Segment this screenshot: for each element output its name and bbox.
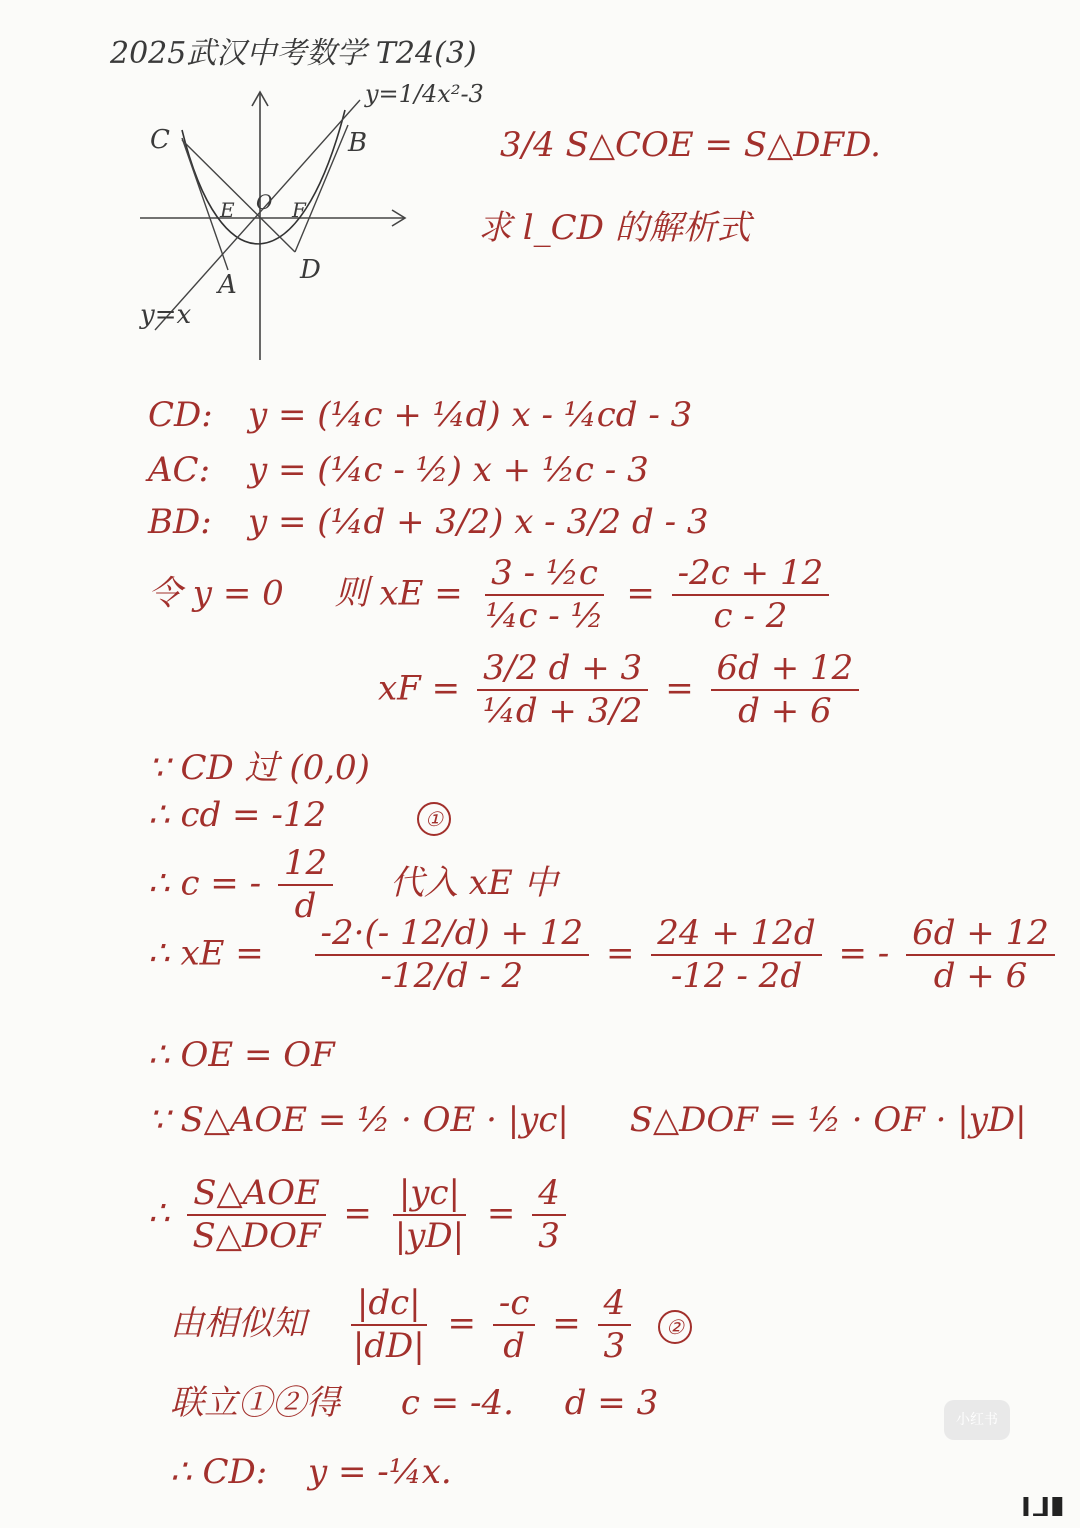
point-label-o: O [256,190,273,214]
similarity-head: 由相似知 [170,1303,306,1344]
step-oe-of: ∴ OE = OF [148,1035,335,1075]
solve-head: 联立①②得 [170,1383,340,1423]
eq-cd [148,395,692,435]
ratio-den-3: 3 [538,1216,560,1257]
eq-ac-body: y = (¼c - ½) x + ½c - 3 [248,450,649,490]
sim-frac-3 [598,1285,632,1366]
ratio-frac-3 [532,1175,566,1256]
step-xe-den-2: -12 - 2d [670,956,803,997]
sim-den-2: d [503,1326,525,1367]
xf-den-1: ¼d + 3/2 [482,691,643,732]
let-y-zero: 令 y = 0 [148,573,284,614]
step-xe-num-2: 24 + 12d [651,915,821,956]
xe-label: xE [379,573,424,614]
sim-num-3: 4 [598,1285,632,1326]
solve-d: d = 3 [564,1383,659,1423]
xe-frac-2 [672,555,830,636]
xf-den-2: d + 6 [738,691,832,732]
eq-ac [148,450,649,490]
step-solve [170,1375,658,1424]
step-xe-num-3: 6d + 12 [906,915,1055,956]
ratio-frac-1 [186,1175,326,1256]
sim-den-3: 3 [603,1326,626,1367]
step-xe-frac-1 [315,915,590,996]
xe-frac-1 [480,555,610,636]
line-label-y-x: y=x [140,300,192,330]
step-area-formulas [148,1100,1027,1140]
xf-label: xF [378,668,421,709]
let-y-zero-row: 令 y = 0 则 xE = $\frac{\text{3 - ½c}}{\text{¼c - ½}}$ = $\frac{-2c + 12}{c - 2}$ [148,555,835,636]
step-cd-product-text: ∴ cd = -12 [148,795,327,835]
step-cd-product [148,795,451,836]
ratio-den-1: S△DOF [192,1216,321,1257]
sim-den-1: |dD| [352,1326,425,1367]
point-label-c: C [150,125,170,155]
step-xe-sub-label: ∴ xE = [148,933,264,974]
ratio-num-2: |yc| [393,1175,466,1216]
xe-num-2: -2c + 12 [672,555,830,596]
ratio-num-3: 4 [532,1175,566,1216]
point-label-f: F [292,198,306,222]
step-similarity: 由相似知 $\frac{|dc|}{|dD|}$ = $\frac{-c}{d}$ = $\frac{4}{3}$ ② [170,1285,692,1366]
ratio-den-2: |yD| [394,1216,465,1257]
line-cd [182,140,295,252]
step-c-num: 12 [278,845,333,886]
point-label-b: B [348,128,368,158]
point-label-e: E [220,198,235,222]
step-area-dof: S△DOF = ½ · OF · |yD| [629,1100,1027,1140]
sim-frac-2 [493,1285,536,1366]
step-c-den: d [294,886,317,927]
eq-ac-label: AC: [148,450,211,490]
watermark-logo: 小红书 [944,1400,1010,1440]
eq-bd [148,502,709,542]
problem-question: 求 l_CD 的解析式 [478,208,751,248]
sim-num-1: |dc| [351,1285,427,1326]
eq-bd-body: y = (¼d + 3/2) x - 3/2 d - 3 [248,502,709,542]
step-c-expr-head: ∴ c = - [148,863,262,904]
eq-cd-label: CD: [148,395,213,435]
xf-num-1: 3/2 d + 3 [477,650,648,691]
step-xe-num-1: -2·(- 12/d) + 12 [315,915,590,956]
final-eq: y = -¼x. [307,1452,452,1492]
then-text: 则 [334,573,369,614]
xe-den-1: ¼c - ½ [485,596,604,637]
xf-frac-2 [711,650,860,731]
xf-row: xF = $\frac{3/2 d + 3}{\text{¼d + 3/2}}$ = $\frac{6d + 12}{d + 6}$ [378,650,865,731]
step-area-aoe: ∵ S△AOE = ½ · OE · |yc| [148,1100,569,1140]
eq-cd-body: y = (¼c + ¼d) x - ¼cd - 3 [248,395,693,435]
corner-mark: ▌▁▌█ [1023,1497,1062,1516]
problem-condition: 3/4 S△COE = S△DFD. [500,125,881,165]
xe-den-2: c - 2 [713,596,788,637]
xf-frac-1 [477,650,649,731]
xe-num-1: 3 - ½c [485,555,604,596]
step-xe-frac-3 [906,915,1055,996]
step-c-tail: 代入 xE 中 [389,863,558,904]
mark-one: ① [417,802,451,836]
mark-two: ② [658,1310,692,1344]
sim-num-2: -c [493,1285,536,1326]
point-label-d: D [300,255,321,285]
step-cd-through-origin: ∵ CD 过 (0,0) [148,748,370,788]
step-final [170,1452,452,1492]
sim-frac-1 [347,1285,431,1366]
page-title: 2025武汉中考数学 T24(3) [110,36,477,71]
step-area-ratio: ∴ $\frac{\text{S△AOE}}{\text{S△DOF}}$ = $\frac{|yc|}{|yD|}$ = $\frac{4}{3}$ [148,1175,572,1256]
ratio-frac-2 [389,1175,470,1256]
eq-bd-label: BD: [148,502,212,542]
xf-num-2: 6d + 12 [711,650,860,691]
step-xe-den-1: -12/d - 2 [380,956,524,997]
step-xe-frac-2 [651,915,821,996]
curve-label: y=1/4x²-3 [365,80,484,108]
final-label: ∴ CD: [170,1452,268,1492]
parabola-curve [182,110,345,244]
ratio-num-1: S△AOE [187,1175,326,1216]
solve-c: c = -4. [400,1383,514,1423]
step-xe-sub: ∴ xE = $\frac{-2\cdot(- 12/d) + 12}{-12/d - 2}$ = $\frac{24 + 12d}{-12 - 2d}$ = - $\frac{6d + 12}{d + 6}$ [148,915,1061,996]
step-xe-den-3: d + 6 [933,956,1028,997]
point-label-a: A [218,270,237,300]
